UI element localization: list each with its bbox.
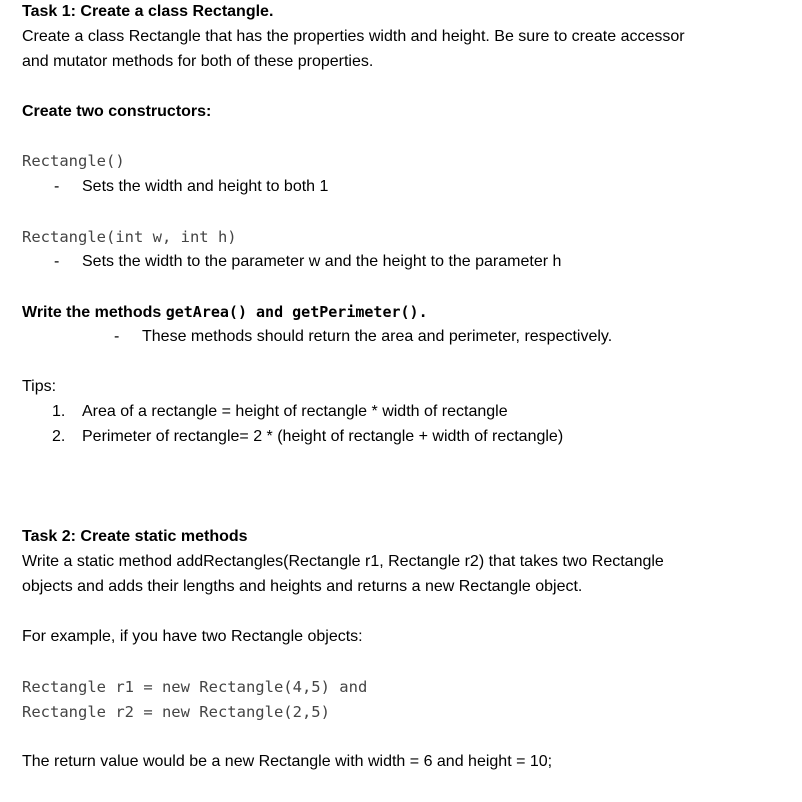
code-line1: Rectangle r1 = new Rectangle(4,5) and [22, 678, 368, 696]
methods-prefix: Write the methods [22, 304, 166, 321]
tip1-text: Area of a rectangle = height of rectangle * width of rectangle [82, 403, 508, 420]
example-intro: For example, if you have two Rectangle objects: [22, 628, 363, 645]
task2-intro-line1: Write a static method addRectangles(Rectangle r1, Rectangle r2) that takes two Rectangle [22, 553, 664, 570]
ctor1-signature: Rectangle() [22, 152, 125, 170]
constructors-heading: Create two constructors: [22, 103, 212, 120]
task2-intro-line2: objects and adds their lengths and heights and returns a new Rectangle object. [22, 578, 583, 595]
ctor1-bullet-text: Sets the width and height to both 1 [82, 178, 329, 195]
task1-heading: Task 1: Create a class Rectangle. [22, 3, 274, 20]
result-text: The return value would be a new Rectangle with width = 6 and height = 10; [22, 753, 553, 770]
tip2-text: Perimeter of rectangle= 2 * (height of rectangle + width of rectangle) [82, 428, 564, 445]
task1-intro-line2: and mutator methods for both of these properties. [22, 53, 374, 70]
ctor2-signature: Rectangle(int w, int h) [22, 228, 237, 246]
code-line2: Rectangle r2 = new Rectangle(2,5) [22, 703, 330, 721]
task1-intro-line1: Create a class Rectangle that has the properties width and height. Be sure to create accessor [22, 28, 685, 45]
tip1-number: 1. [52, 403, 66, 420]
ctor2-bullet-dash: - [54, 253, 60, 270]
ctor2-bullet-text: Sets the width to the parameter w and the height to the parameter h [82, 253, 562, 270]
tips-label: Tips: [22, 378, 57, 395]
task2-heading: Task 2: Create static methods [22, 528, 248, 545]
methods-bullet-text: These methods should return the area and perimeter, respectively. [142, 328, 613, 345]
ctor1-bullet-dash: - [54, 178, 60, 195]
tip2-number: 2. [52, 428, 66, 445]
methods-heading [22, 302, 428, 323]
methods-bullet-dash: - [114, 328, 120, 345]
methods-code: getArea() and getPerimeter(). [165, 303, 428, 321]
